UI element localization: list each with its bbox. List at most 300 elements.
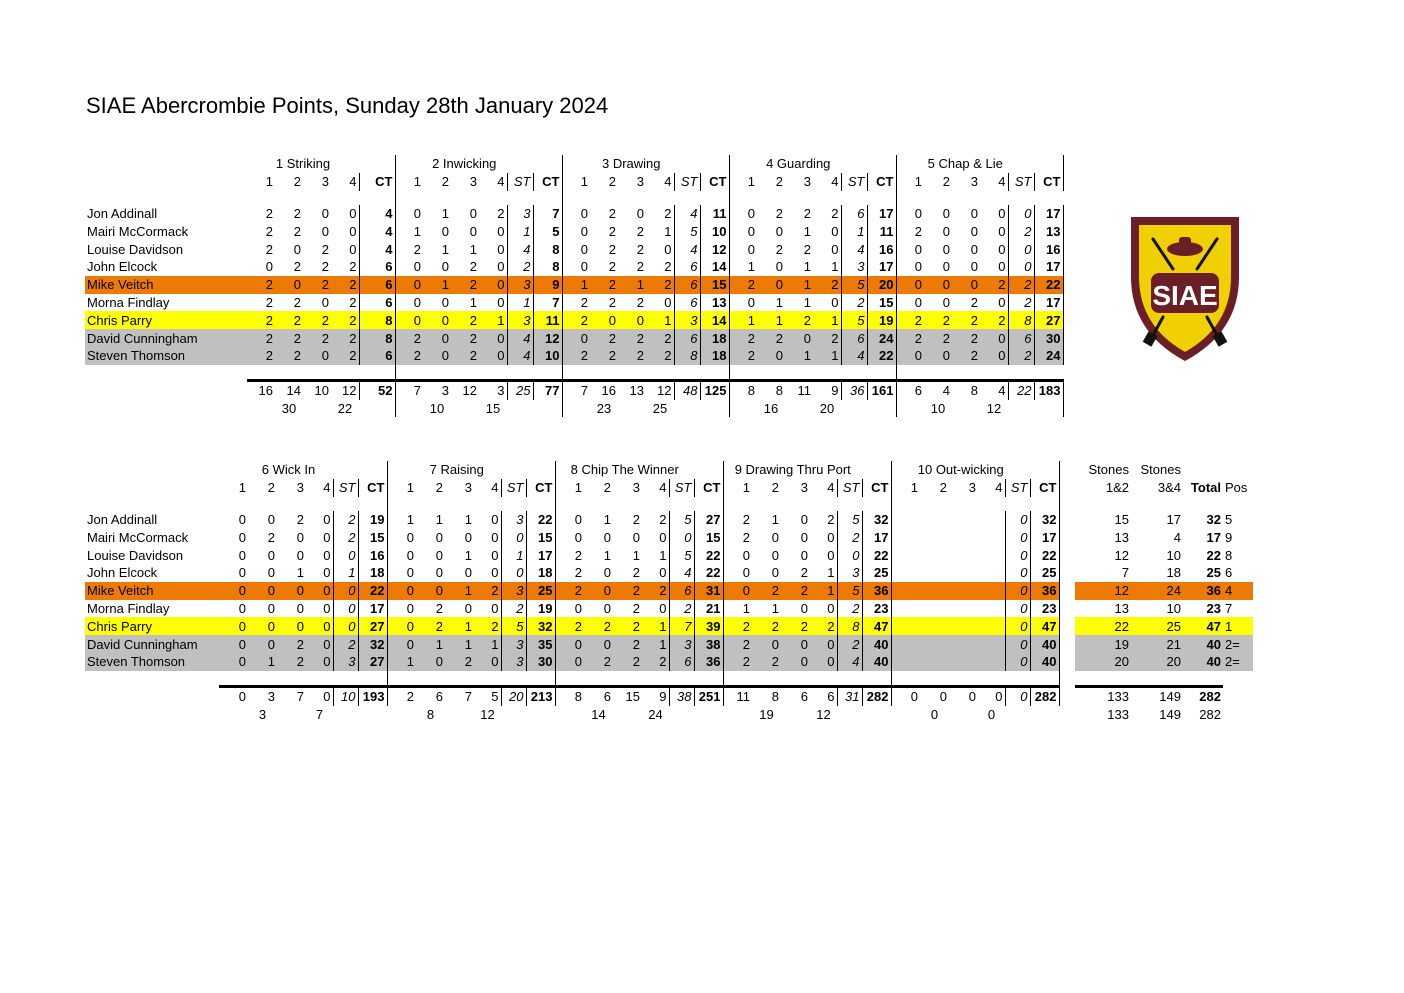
score-cell: 1: [474, 635, 501, 653]
col-header: 3: [464, 480, 472, 496]
st-cell: 0: [669, 528, 694, 546]
score-cell: 0: [800, 600, 808, 616]
score-cell: 0: [580, 241, 588, 257]
col-header: 2: [775, 174, 783, 190]
ct-cell: 13: [700, 294, 729, 312]
st-cell: 3: [501, 653, 526, 671]
score-cell: 0: [632, 529, 640, 545]
score-cell: 2: [646, 258, 674, 276]
ct-cell: 27: [1034, 311, 1063, 329]
score-cell: 2: [642, 582, 669, 600]
score-cell: 0: [238, 529, 246, 545]
total-cell: 8: [757, 380, 785, 399]
score-cell: 0: [441, 223, 449, 239]
score-cell: 2: [752, 653, 781, 671]
score-cell: 2: [636, 223, 644, 239]
st-cell: 2: [501, 600, 526, 618]
col-header: 4: [642, 479, 669, 497]
ct-cell: 31: [694, 582, 723, 600]
score-cell: 2: [331, 258, 359, 276]
total-cell: 14: [275, 380, 303, 399]
st-cell: 0: [1005, 582, 1030, 600]
blank-cell: [1183, 461, 1223, 479]
col-header: 3: [800, 480, 808, 496]
blank-cell: [1034, 400, 1063, 418]
ct-cell: 20: [867, 276, 896, 294]
score-cell: 2: [247, 311, 275, 329]
col-header: 1: [406, 480, 414, 496]
st-cell: 5: [841, 276, 867, 294]
blank-cell: [333, 706, 358, 724]
score-cell: [920, 564, 949, 582]
blank-cell: [862, 671, 891, 687]
st-cell: 3: [501, 635, 526, 653]
blank-cell: [331, 365, 359, 381]
score-cell: 0: [406, 565, 414, 581]
blank-cell: [618, 400, 646, 418]
ct-cell: 17: [1030, 528, 1059, 546]
total-cell: 11: [785, 380, 813, 399]
score-cell: 2: [642, 653, 669, 671]
blank-cell: [978, 497, 1005, 511]
position-cell: 6: [1225, 565, 1233, 581]
score-cell: 0: [267, 511, 275, 527]
st-cell: 6: [674, 258, 700, 276]
blank-cell: [891, 497, 920, 511]
score-cell: 0: [416, 653, 445, 671]
score-cell: [949, 582, 978, 600]
st-cell: 4: [841, 347, 867, 365]
blank-cell: [1059, 511, 1075, 529]
score-cell: 2: [331, 311, 359, 329]
st-cell: 0: [1005, 635, 1030, 653]
score-cell: 0: [747, 205, 755, 221]
st-cell: 2: [837, 600, 862, 618]
score-cell: 0: [574, 600, 582, 616]
blank-cell: [1183, 671, 1223, 687]
col-header-st: ST: [669, 479, 694, 497]
col-header: 2: [267, 480, 275, 496]
score-cell: 2: [636, 294, 644, 310]
ct-cell: 17: [867, 205, 896, 223]
blank-cell: [862, 706, 891, 724]
score-cell: 0: [296, 600, 304, 616]
score-cell: 0: [331, 222, 359, 240]
score-cell: 0: [618, 311, 646, 329]
blank-cell: [1059, 497, 1075, 511]
score-cell: 2: [331, 294, 359, 312]
score-cell: 2: [970, 294, 978, 310]
score-cell: 2: [613, 635, 642, 653]
position-cell: 9: [1225, 529, 1233, 545]
blank-cell: [785, 365, 813, 381]
blank-cell: [891, 706, 920, 724]
score-cell: 0: [555, 653, 584, 671]
blank-cell: [752, 671, 781, 687]
stones-34-cell: 25: [1131, 617, 1183, 635]
blank-cell: [474, 497, 501, 511]
score-cell: 0: [306, 617, 333, 635]
score-cell: 0: [469, 223, 477, 239]
col-header-st: ST: [333, 479, 358, 497]
ct-cell: 32: [526, 617, 555, 635]
score-cell: 1: [729, 311, 757, 329]
st-cell: 2: [841, 294, 867, 312]
blank-cell: [474, 671, 501, 687]
st-cell: 0: [333, 546, 358, 564]
score-cell: 0: [464, 529, 472, 545]
stones-12-cell: 13: [1114, 529, 1129, 545]
score-cell: 1: [248, 653, 277, 671]
st-cell: 5: [841, 311, 867, 329]
st-cell: 5: [837, 511, 862, 529]
blank-cell: [862, 497, 891, 511]
total-cell: 31: [837, 686, 862, 705]
stones-12-cell: 12: [1075, 582, 1131, 600]
col-header-ct: CT: [1030, 479, 1059, 497]
score-cell: 0: [219, 582, 248, 600]
player-name: Jon Addinall: [87, 205, 158, 221]
score-cell: 2: [952, 347, 980, 365]
score-cell: [891, 582, 920, 600]
score-cell: 1: [642, 546, 669, 564]
score-cell: 0: [980, 347, 1008, 365]
player-name: Steven Thomson: [85, 653, 219, 671]
score-cell: 0: [293, 241, 301, 257]
col-header-ct: CT: [526, 479, 555, 497]
score-cell: [978, 546, 1005, 564]
col-header-st: ST: [507, 173, 533, 191]
score-cell: 1: [416, 635, 445, 653]
total-cell: 13: [618, 380, 646, 399]
score-cell: 0: [479, 276, 507, 294]
score-cell: 2: [723, 653, 752, 671]
score-cell: 2: [293, 294, 301, 310]
score-cell: 0: [813, 240, 841, 258]
table-row: [85, 564, 1253, 582]
score-cell: 2: [785, 311, 813, 329]
st-cell: 6: [1008, 329, 1034, 347]
blank-cell: [700, 191, 729, 205]
blank-cell: [920, 671, 949, 687]
ct-cell: 16: [358, 546, 387, 564]
ct-cell: 36: [694, 653, 723, 671]
st-cell: 3: [507, 205, 533, 223]
st-cell: 2: [1008, 222, 1034, 240]
table-row: [85, 635, 1253, 653]
ct-cell: 9: [533, 276, 562, 294]
total-cell: 3: [248, 686, 277, 705]
blank-cell: [277, 497, 306, 511]
total-cell: 12: [331, 380, 359, 399]
blank-cell: [85, 686, 219, 705]
blank-cell: [387, 497, 416, 511]
ct-cell: 35: [526, 635, 555, 653]
blank-cell: [479, 191, 507, 205]
col-header: 4: [306, 479, 333, 497]
score-cell: 2: [293, 259, 301, 275]
col-header: 1: [742, 480, 750, 496]
st-cell: 4: [841, 240, 867, 258]
st-cell: 5: [674, 222, 700, 240]
blank-cell: [978, 671, 1005, 687]
score-cell: 2: [590, 329, 618, 347]
blank-cell: [1075, 671, 1131, 687]
score-cell: 0: [980, 258, 1008, 276]
stones-12-cell: 12: [1114, 547, 1129, 563]
score-cell: 0: [277, 617, 306, 635]
blank-cell: [896, 400, 924, 418]
score-cell: 2: [555, 617, 584, 635]
st-cell: 0: [333, 617, 358, 635]
score-cell: 0: [924, 347, 952, 365]
blank-cell: [359, 365, 395, 381]
blank-cell: [303, 191, 331, 205]
score-cell: 0: [306, 564, 333, 582]
blank-cell: [85, 191, 247, 205]
ct-cell: 11: [533, 311, 562, 329]
total-cell: 22: [1206, 547, 1221, 563]
score-cell: 0: [306, 635, 333, 653]
total-cell: 282: [1183, 686, 1223, 705]
ct-cell: 23: [862, 600, 891, 618]
total-cell: 7: [562, 380, 590, 399]
score-cell: 0: [970, 223, 978, 239]
blank-cell: [526, 497, 555, 511]
col-header-st: ST: [1008, 173, 1034, 191]
total-cell: 7: [445, 686, 474, 705]
col-header: 2: [942, 174, 950, 190]
score-cell: 2: [813, 276, 841, 294]
score-cell: 2: [642, 511, 669, 529]
blank-cell: [867, 191, 896, 205]
score-cell: 0: [248, 635, 277, 653]
blank-cell: [694, 461, 723, 479]
col-header-ct: CT: [867, 173, 896, 191]
score-cell: 0: [642, 528, 669, 546]
blank-cell: [952, 400, 980, 418]
score-cell: 0: [580, 259, 588, 275]
pair-total-cell: 22: [337, 400, 353, 416]
score-cell: 1: [757, 311, 785, 329]
score-cell: [978, 528, 1005, 546]
score-cell: 0: [321, 205, 329, 221]
total-cell: 8: [752, 686, 781, 705]
score-cell: 2: [729, 329, 757, 347]
score-cell: 2: [800, 565, 808, 581]
blank-cell: [837, 497, 862, 511]
score-cell: 0: [435, 565, 443, 581]
score-cell: 0: [980, 205, 1008, 223]
blank-cell: [949, 706, 978, 724]
ct-cell: 17: [1034, 205, 1063, 223]
col-header: 2: [771, 480, 779, 496]
score-cell: 1: [810, 564, 837, 582]
total-cell: 6: [896, 380, 924, 399]
score-cell: 2: [275, 311, 303, 329]
col-header: 1: [580, 174, 588, 190]
blank-cell: [275, 365, 303, 381]
blank-cell: [694, 497, 723, 511]
blank-cell: [1059, 671, 1075, 687]
blank-cell: [219, 671, 248, 687]
blank-cell: [507, 365, 533, 381]
total-cell: 4: [980, 380, 1008, 399]
table-row: [85, 311, 1063, 329]
blank-cell: [723, 706, 752, 724]
score-cell: 0: [603, 529, 611, 545]
player-name: David Cunningham: [85, 635, 219, 653]
score-cell: 2: [469, 259, 477, 275]
total-cell: 23: [1206, 600, 1221, 616]
score-cell: 0: [914, 205, 922, 221]
ct-cell: 22: [862, 546, 891, 564]
blank-cell: [752, 497, 781, 511]
score-cell: 1: [445, 582, 474, 600]
score-cell: 2: [416, 617, 445, 635]
ct-cell: 7: [533, 205, 562, 223]
blank-cell: [841, 365, 867, 381]
score-cell: 1: [603, 511, 611, 527]
blank-cell: [1059, 546, 1075, 564]
score-cell: 2: [742, 529, 750, 545]
ct-cell: 16: [867, 240, 896, 258]
score-cell: 2: [810, 617, 837, 635]
ct-cell: 25: [1030, 564, 1059, 582]
score-cell: 0: [406, 547, 414, 563]
ct-cell: 23: [1030, 600, 1059, 618]
score-cell: 0: [580, 205, 588, 221]
blank-cell: [757, 365, 785, 381]
ct-cell: 4: [359, 240, 395, 258]
blank-cell: [700, 365, 729, 381]
score-cell: 1: [771, 600, 779, 616]
total-cell: 10: [333, 686, 358, 705]
player-name: Louise Davidson: [87, 547, 184, 563]
ct-cell: 12: [533, 329, 562, 347]
total-cell: 47: [1183, 617, 1223, 635]
total-cell: 20: [501, 686, 526, 705]
st-cell: 6: [674, 276, 700, 294]
score-cell: 0: [813, 294, 841, 312]
blank-cell: [277, 671, 306, 687]
score-cell: 2: [646, 329, 674, 347]
blank-cell: [694, 706, 723, 724]
blank-cell: [387, 671, 416, 687]
score-cell: 2: [451, 311, 479, 329]
score-cell: 1: [646, 222, 674, 240]
blank-cell: [646, 365, 674, 381]
ct-cell: 6: [359, 294, 395, 312]
score-cell: 2: [952, 329, 980, 347]
score-cell: 0: [331, 205, 359, 223]
score-cell: 0: [646, 294, 674, 312]
score-cell: 2: [331, 329, 359, 347]
score-cell: [949, 617, 978, 635]
pair-total-cell: 30: [281, 400, 297, 416]
score-cell: 0: [813, 222, 841, 240]
st-cell: 0: [1005, 617, 1030, 635]
blank-cell: [891, 671, 920, 687]
blank-cell: [358, 461, 387, 479]
score-cell: 2: [474, 617, 501, 635]
score-cell: 1: [642, 635, 669, 653]
score-cell: 2: [952, 311, 980, 329]
ct-cell: 22: [694, 564, 723, 582]
position-cell: 7: [1225, 600, 1233, 616]
score-cell: 2: [321, 241, 329, 257]
ct-cell: 40: [1030, 653, 1059, 671]
col-header-st: ST: [1005, 479, 1030, 497]
table-row: [85, 258, 1063, 276]
score-cell: 0: [435, 547, 443, 563]
st-cell: 2: [1008, 294, 1034, 312]
ct-cell: 7: [533, 294, 562, 312]
score-cell: 0: [296, 529, 304, 545]
score-cell: 1: [464, 547, 472, 563]
blank-cell: [700, 155, 729, 173]
ct-cell: 32: [862, 511, 891, 529]
score-cell: 0: [896, 347, 924, 365]
ct-cell: 39: [694, 617, 723, 635]
blank-cell: [306, 671, 333, 687]
score-cell: 2: [914, 223, 922, 239]
score-cell: 0: [395, 311, 423, 329]
score-cell: 2: [608, 205, 616, 221]
stones-12-cell: 7: [1121, 565, 1129, 581]
blank-cell: [1005, 706, 1030, 724]
blank-cell: [451, 191, 479, 205]
ct-cell: 25: [862, 564, 891, 582]
blank-cell: [423, 191, 451, 205]
blank-cell: [416, 497, 445, 511]
blank-cell: [333, 671, 358, 687]
stones-header: Stones: [1088, 462, 1129, 478]
total-cell: 15: [613, 686, 642, 705]
position-cell: 8: [1225, 547, 1233, 563]
score-cell: 0: [306, 528, 333, 546]
score-cell: 0: [441, 294, 449, 310]
group-header-g4: 4 Guarding: [766, 156, 831, 172]
blank-cell: [1059, 635, 1075, 653]
score-cell: 2: [646, 205, 674, 223]
blank-cell: [533, 191, 562, 205]
score-cell: 0: [265, 259, 273, 275]
score-cell: 0: [810, 600, 837, 618]
blank-cell: [618, 365, 646, 381]
score-cell: 1: [445, 617, 474, 635]
total-cell: 6: [810, 686, 837, 705]
score-cell: 0: [942, 294, 950, 310]
score-cell: 1: [479, 311, 507, 329]
score-cell: 0: [423, 311, 451, 329]
score-cell: 0: [248, 582, 277, 600]
total-cell: 0: [949, 686, 978, 705]
col-header: 3: [469, 174, 477, 190]
score-cell: 0: [757, 347, 785, 365]
score-cell: [920, 582, 949, 600]
score-cell: 2: [293, 205, 301, 221]
st-cell: 2: [333, 528, 358, 546]
group-header-g8: 8 Chip The Winner: [570, 462, 679, 478]
blank-cell: [395, 400, 423, 418]
blank-cell: [841, 191, 867, 205]
ct-cell: 38: [694, 635, 723, 653]
stones-34-cell: 24: [1131, 582, 1183, 600]
player-name: Mike Veitch: [85, 276, 247, 294]
score-cell: 0: [800, 547, 808, 563]
score-cell: 1: [747, 259, 755, 275]
